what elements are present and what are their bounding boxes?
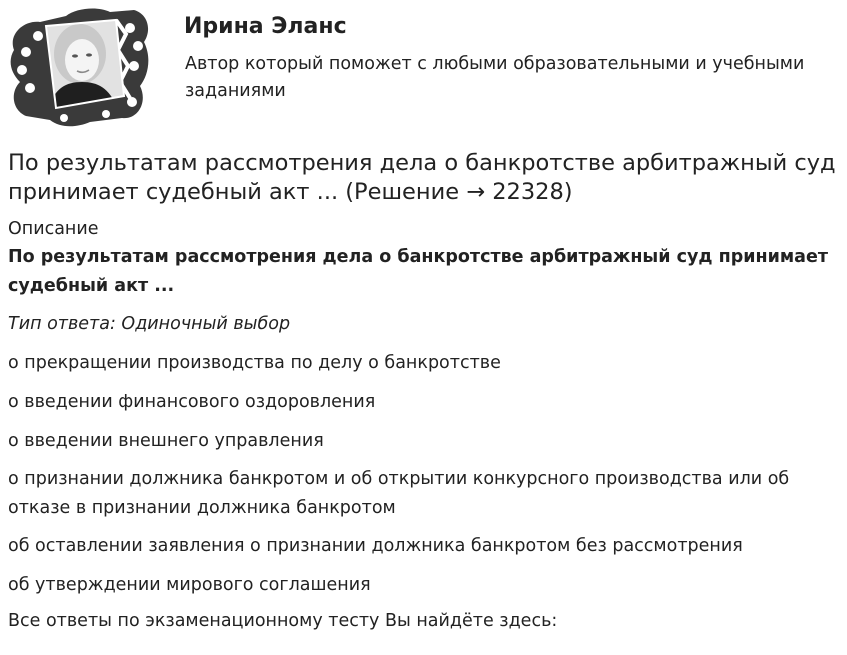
answer-type: Тип ответа: Одиночный выбор [8,314,291,334]
author-bio: Автор который поможет с любыми образовательными и учебными заданиями [185,54,805,101]
description-label: Описание [8,219,99,239]
answer-option: о введении финансового оздоровления [8,392,376,412]
question-text: По результатам рассмотрения дела о банкротстве арбитражный суд принимает судебный акт ... [8,247,828,296]
question-title: По результатам рассмотрения дела о банкротстве арбитражный суд принимает судебный акт ... (Решение → 22328) [8,150,836,205]
answer-option: о признании должника банкротом и об открытии конкурсного производства или об отказе в признании должника банкротом [8,469,790,518]
footer-text: Все ответы по экзаменационному тесту Вы найдёте здесь: [8,611,558,631]
author-name: Ирина Эланс [184,14,347,39]
answer-option: об утверждении мирового соглашения [8,575,371,595]
answer-option: об оставлении заявления о признании должника банкротом без рассмотрения [8,536,743,556]
author-card [0,0,847,130]
author-avatar [6,6,152,128]
answer-option: о прекращении производства по делу о банкротстве [8,353,501,373]
answer-option: о введении внешнего управления [8,431,324,451]
